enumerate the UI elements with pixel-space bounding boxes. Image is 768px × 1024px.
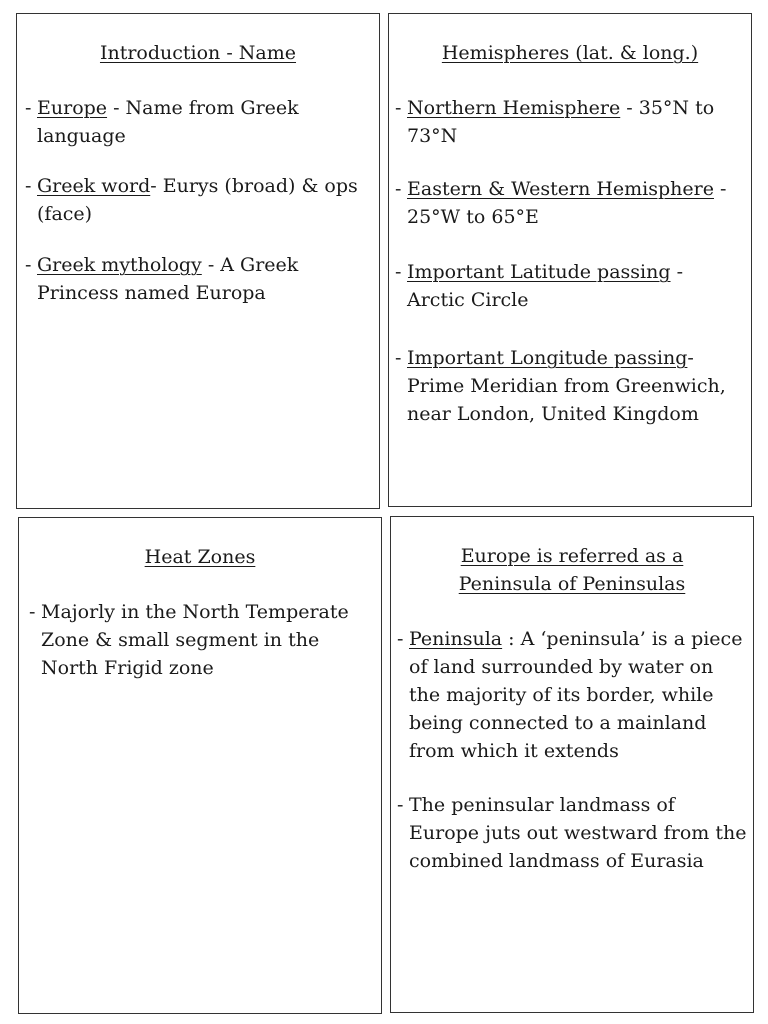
bullet-dash: - xyxy=(29,601,36,623)
item-term: Eastern & Western Hemisphere xyxy=(407,178,714,200)
list-item xyxy=(23,598,375,682)
bullet-dash: - xyxy=(395,261,402,283)
peninsula-title-line-2: Peninsula of Peninsulas xyxy=(458,573,686,595)
list-item xyxy=(391,791,747,875)
heat-zones-card xyxy=(18,517,382,1014)
list-item xyxy=(19,172,373,228)
item-term: Europe xyxy=(37,97,108,119)
peninsula-list xyxy=(391,625,753,875)
bullet-dash: - xyxy=(25,175,32,197)
item-text: - Prime Meridian from Greenwich, near London, United Kingdom xyxy=(407,347,726,425)
hemispheres-title: Hemispheres (lat. & long.) xyxy=(441,42,699,64)
bullet-dash: - xyxy=(395,97,402,119)
bullet-dash: - xyxy=(25,254,32,276)
hemispheres-list xyxy=(389,94,751,428)
item-text: - Arctic Circle xyxy=(407,261,683,311)
item-term: Northern Hemisphere xyxy=(407,97,621,119)
item-term: Peninsula xyxy=(409,628,503,650)
peninsula-title-line-1: Europe is referred as a xyxy=(460,545,684,567)
heat-zones-list xyxy=(23,598,381,682)
bullet-dash: - xyxy=(25,97,32,119)
item-text: - 25°W to 65°E xyxy=(407,178,727,228)
list-item xyxy=(389,94,745,150)
item-text: - A Greek Princess named Europa xyxy=(37,254,299,304)
list-item xyxy=(19,251,373,307)
bullet-dash: - xyxy=(395,178,402,200)
list-item xyxy=(389,258,745,314)
item-text: - 35°N to 73°N xyxy=(407,97,715,147)
list-item xyxy=(389,175,745,231)
list-item xyxy=(389,344,745,428)
peninsula-card xyxy=(390,516,754,1013)
bullet-dash: - xyxy=(397,794,404,816)
item-text: Majorly in the North Temperate Zone & small segment in the North Frigid zone xyxy=(41,601,349,679)
intro-card xyxy=(16,13,380,509)
item-term: Greek word xyxy=(37,175,151,197)
hemispheres-card xyxy=(388,13,752,507)
peninsula-title xyxy=(391,542,753,598)
item-term: Important Latitude passing xyxy=(407,261,671,283)
item-text: The peninsular landmass of Europe juts out westward from the combined landmass of Eurasia xyxy=(409,794,747,872)
heat-zones-title: Heat Zones xyxy=(144,546,256,568)
item-text: : A ‘peninsula’ is a piece of land surrounded by water on the majority of its border, while being connected to a mainland from which it extends xyxy=(409,628,743,762)
list-item xyxy=(19,94,373,150)
bullet-dash: - xyxy=(397,628,404,650)
item-text: - Eurys (broad) & ops (face) xyxy=(37,175,358,225)
bullet-dash: - xyxy=(395,347,402,369)
item-term: Important Longitude passing xyxy=(407,347,688,369)
intro-list xyxy=(19,94,379,307)
item-text: - Name from Greek language xyxy=(37,97,299,147)
intro-title: Introduction - Name xyxy=(99,42,297,64)
item-term: Greek mythology xyxy=(37,254,202,276)
list-item xyxy=(391,625,747,765)
